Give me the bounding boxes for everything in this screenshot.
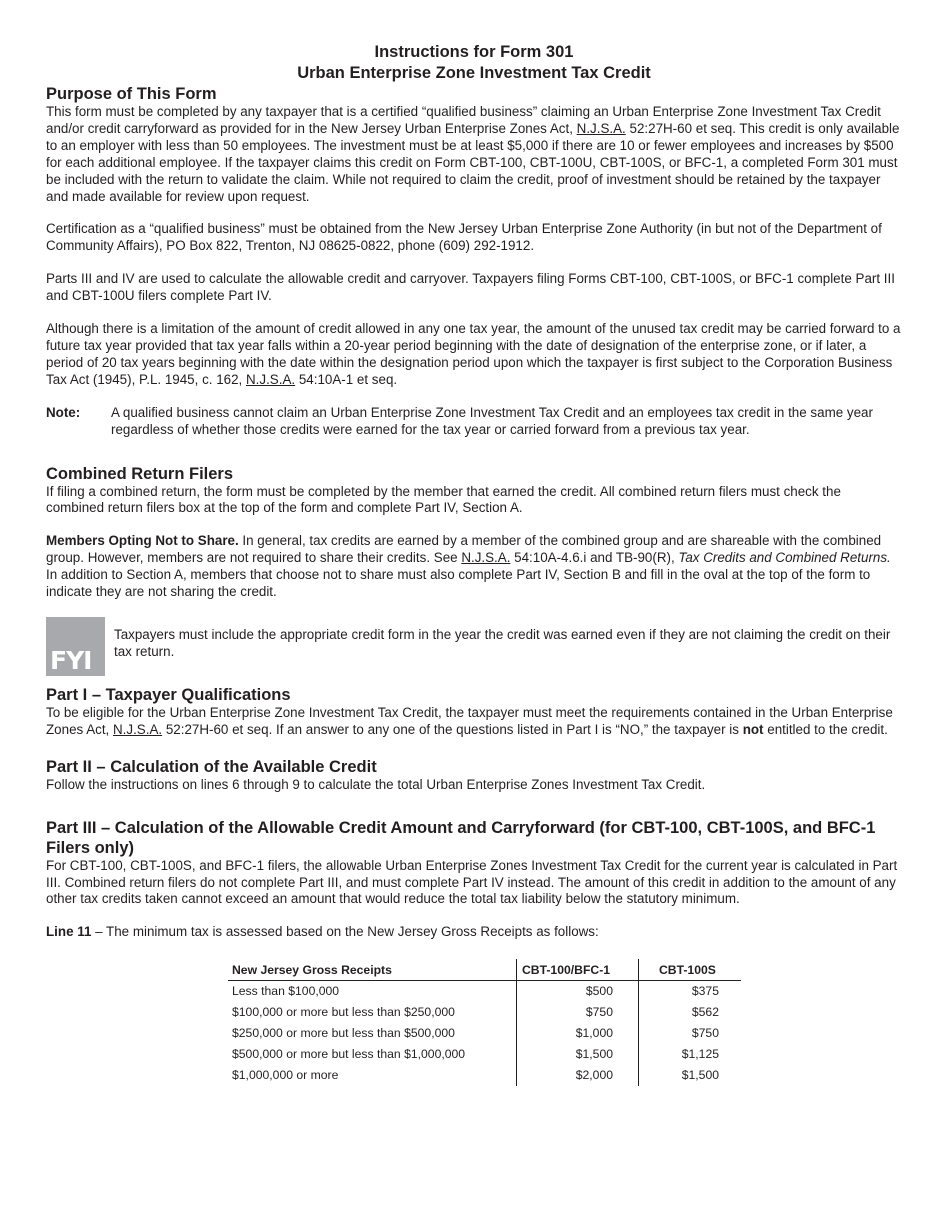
note-block <box>46 405 902 439</box>
minimum-tax-table <box>228 959 741 1086</box>
table-row <box>228 1002 741 1023</box>
line11-label: Line 11 <box>46 924 92 940</box>
note-text: A qualified business cannot claim an Urban Enterprise Zone Investment Tax Credit and an employees tax credit in the same year regardless of whether those credits were earned for the tax year or carried forward from a previous tax year. <box>111 404 873 437</box>
receipts-cell: $100,000 or more but less than $250,000 <box>232 1005 455 1020</box>
header-gross-receipts: New Jersey Gross Receipts <box>228 959 517 981</box>
receipts-cell: $1,000,000 or more <box>232 1068 339 1083</box>
njsa-reference: N.J.S.A. <box>576 120 626 136</box>
combined-paragraph-1: If filing a combined return, the form must be completed by the member that earned the credit. All combined return filers must check the combined return filers box at the top of the form and complete Part IV, Section A. <box>46 483 841 516</box>
table-header-row <box>228 959 741 981</box>
cbt100-cell: $750 <box>517 1002 639 1023</box>
members-paragraph: Members Opting Not to Share. In general, tax credits are earned by a member of the combined group and are shareable with the combined group. However, members are not required to share their credits. See N.J.S.A. 54:10A-4.6.i and TB-90(R), Tax Credits and Combined Returns. In addition to Section A, members that choose not to share must also complete Part IV, Section B and fill in the oval at the top of the form to indicate they are not sharing the credit. <box>46 533 891 600</box>
title-line-2: Urban Enterprise Zone Investment Tax Credit <box>297 64 651 82</box>
instructions-content <box>46 42 902 1086</box>
table-row <box>228 1023 741 1044</box>
not-emphasis: not <box>742 721 764 737</box>
header-cbt100s: CBT-100S <box>639 959 742 981</box>
members-label: Members Opting Not to Share. <box>46 533 239 549</box>
cbt100s-cell: $750 <box>639 1023 742 1044</box>
purpose-heading: Purpose of This Form <box>46 85 217 103</box>
fyi-callout <box>46 617 902 676</box>
table-row <box>228 1065 741 1086</box>
purpose-paragraph-1: This form must be completed by any taxpayer that is a certified “qualified business” claiming an Urban Enterprise Zone Investment Tax Credit and/or credit carryforward as provided for in the New Jersey Urban Enterprise Zones Act, N.J.S.A. 52:27H-60 et seq. This credit is only available to an employer with less than 50 employees. The investment must be at least $5,000 if there are 10 or fewer employees and increases by $500 for each additional employee. If the taxpayer claims this credit on Form CBT-100, CBT-100U, CBT-100S, or BFC-1, a completed Form 301 must be included with the return to validate the claim. While not required to claim the credit, proof of investment should be retained by the taxpayer and made available for review upon request. <box>46 104 900 204</box>
line11-paragraph: Line 11 – The minimum tax is assessed based on the New Jersey Gross Receipts as follows: <box>46 924 599 940</box>
fyi-icon: FYI <box>46 617 105 676</box>
part3-paragraph: For CBT-100, CBT-100S, and BFC-1 filers, the allowable Urban Enterprise Zones Investment Tax Credit for the current year is calculated in Part III. Combined return filers do not complete Part III, and must complete Part IV instead. The amount of this credit in addition to the amount of any other tax credits taken cannot exceed an amount that would reduce the total tax liability below the statutory minimum. <box>46 857 898 907</box>
part1-heading: Part I – Taxpayer Qualifications <box>46 685 291 704</box>
part3-heading: Part III – Calculation of the Allowable Credit Amount and Carryforward (for CBT-100, CBT-100S, and BFC-1 Filers only) <box>46 818 876 857</box>
cbt100s-cell: $375 <box>639 981 742 1003</box>
receipts-cell: $250,000 or more but less than $500,000 <box>232 1026 455 1041</box>
cbt100-cell: $1,000 <box>517 1023 639 1044</box>
table-row <box>228 981 741 1003</box>
table-row <box>228 1044 741 1065</box>
purpose-paragraph-3: Parts III and IV are used to calculate the allowable credit and carryover. Taxpayers filing Forms CBT-100, CBT-100S, or BFC-1 complete Part III and CBT-100U filers complete Part IV. <box>46 271 895 304</box>
title-line-1: Instructions for Form 301 <box>374 43 574 61</box>
cbt100s-cell: $562 <box>639 1002 742 1023</box>
cbt100-cell: $2,000 <box>517 1065 639 1086</box>
document-title <box>46 42 902 84</box>
cbt100-cell: $1,500 <box>517 1044 639 1065</box>
fyi-text: Taxpayers must include the appropriate credit form in the year the credit was earned even if they are not claiming the credit on their tax return. <box>114 626 891 659</box>
njsa-reference: N.J.S.A. <box>461 550 511 566</box>
cbt100s-cell: $1,500 <box>639 1065 742 1086</box>
note-label: Note: <box>46 404 81 420</box>
combined-heading: Combined Return Filers <box>46 464 234 483</box>
purpose-paragraph-2: Certification as a “qualified business” must be obtained from the New Jersey Urban Enterprise Zone Authority (in but not of the Department of Community Affairs), PO Box 822, Trenton, NJ 08625-0822, phone (609) 292-1912. <box>46 221 882 254</box>
part2-heading: Part II – Calculation of the Available Credit <box>46 757 377 776</box>
njsa-reference: N.J.S.A. <box>113 721 163 737</box>
njsa-reference: N.J.S.A. <box>246 371 296 387</box>
purpose-paragraph-4: Although there is a limitation of the amount of credit allowed in any one tax year, the amount of the unused tax credit may be carried forward to a future tax year provided that tax year falls within a 20-year period beginning with the date of designation of the enterprise zone, or if later, a period of 20 tax years beginning with the date within the designation period upon which the taxpayer is first subject to the Corporation Business Tax Act (1945), P.L. 1945, c. 162, N.J.S.A. 54:10A-1 et seq. <box>46 321 901 387</box>
receipts-cell: $500,000 or more but less than $1,000,000 <box>232 1047 466 1062</box>
receipts-cell: Less than $100,000 <box>232 984 340 999</box>
header-cbt100-bfc1: CBT-100/BFC-1 <box>517 959 639 981</box>
cbt100-cell: $500 <box>517 981 639 1003</box>
tb-title: Tax Credits and Combined Returns. <box>678 550 891 566</box>
cbt100s-cell: $1,125 <box>639 1044 742 1065</box>
part2-paragraph: Follow the instructions on lines 6 through 9 to calculate the total Urban Enterprise Zones Investment Tax Credit. <box>46 776 706 792</box>
part1-paragraph: To be eligible for the Urban Enterprise Zone Investment Tax Credit, the taxpayer must meet the requirements contained in the Urban Enterprise Zones Act, N.J.S.A. 52:27H-60 et seq. If an answer to any one of the questions listed in Part I is “NO,” the taxpayer is not entitled to the credit. <box>46 704 893 737</box>
